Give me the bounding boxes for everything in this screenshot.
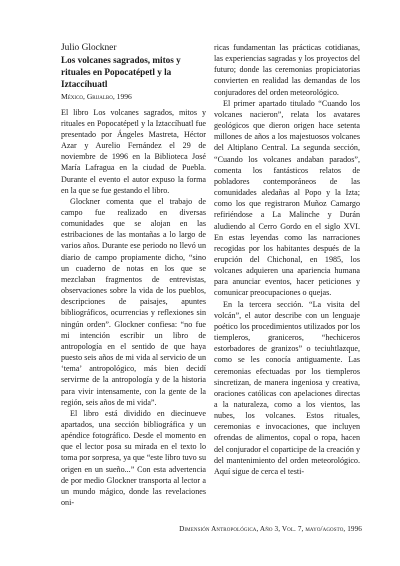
paragraph-left-1: El libro Los volcanes sagrados, mitos y rituales en Popocatépetl y la Iztaccíhuatl fue presentado por Ángeles Mastreta, Héctor Azar y Aurelio Fernández el 29 de noviembre de 1996 en la Biblioteca José María Lafragua en la ciudad de Puebla. Durante el evento el autor expuso la forma en la que se fue gestando el libro. bbox=[61, 107, 206, 195]
paragraph-right-2: El primer apartado titulado “Cuando los volcanes nacieron”, relata los avatares geológicos que dieron origen hace setenta millones de años a los majestuosos volcanes del Altiplano Central. La segunda sección, “Cuando los volcanes andaban parados”, comenta los fantásticos relatos de pobladores contemporáneos de las comunidades aledañas al Popo y la Izta; como los que registraron Muñoz Camargo refiriéndose a La Malinche y Durán aludiendo al Cerro Gordo en el siglo XVI. En estas leyendas como las narraciones recogidas por los habitantes después de la erupción del Chichonal, en 1985, los volcanes adquieren una apariencia humana para anunciar eventos, hacer peticiones y comunicar preocupaciones o quejas. bbox=[214, 98, 360, 298]
paragraph-right-3: En la tercera sección. “La visita del volcán”, el autor describe con un lenguaje poético los procedimientos utilizados por los tiempleros, graniceros, “hechiceros estorbadores de granizos” o teciuhtlazque, como se les conocía antiguamente. Las ceremonias efectuadas por los tiempleros sincretizan, de manera ingeniosa y creativa, oraciones católicas con apelaciones directas a la naturaleza, como a los vientos, las nubes, los volcanes. Estos rituales, ceremonias e invocaciones, que incluyen ofrendas de alimentos, copal o ropa, hacen del conjurador el coparticipe de la creación y del mantenimiento del orden meteorológico. Aquí sigue de cerca el testi- bbox=[214, 299, 360, 476]
publisher-line: México, Grijalbo, 1996 bbox=[61, 91, 132, 101]
paragraph-left-3: El libro está dividido en diecinueve apartados, una sección bibliográfica y un apéndice fotográfico. Desde el momento en que el lector posa su mirada en el texto lo toma por sorpresa, ya que “este libro tuvo su origen en un sueño...” Con esta advertencia de por medio Glockner transporta al lector a un mundo mágico, donde las revelaciones oni- bbox=[61, 408, 206, 508]
right-column bbox=[214, 42, 360, 477]
paragraph-right-1: ricas fundamentan las prácticas cotidianas, las experiencias sagradas y los proyectos del futuro; donde las ceremonias propiciatorias convierten en realidad las demandas de los conjuradores del orden meteorológico. bbox=[214, 43, 360, 97]
left-column bbox=[61, 42, 206, 508]
running-footer: Dimensión Antropológica, Año 3, Vol. 7, mayo/agosto, 1996 bbox=[179, 525, 362, 533]
book-title: Los volcanes sagrados, mitos y rituales en Popocatépetl y la Iztaccíhuatl bbox=[61, 55, 181, 90]
publication-info bbox=[61, 91, 206, 102]
review-author: Julio Glockner bbox=[61, 43, 117, 53]
paragraph-left-2: Glockner comenta que el trabajo de campo fue realizado en diversas comunidades que se alojan en las estribaciones de las montañas a lo largo de varios años. Durante ese periodo no llevó un diario de campo propiamente dicho, “sino un cuaderno de notas en los que se mezclaban fragmentos de entrevistas, observaciones sobre la vida de los pueblos, descripciones de paisajes, apuntes bibliográficos, ocurrencias y reflexiones sin ningún orden”. Glockner confiesa: “no fue mi intención escribir un libro de antropología en el sentido de que haya puesto seis años de mi vida al servicio de un ‘tema’ antropológico, más bien decidí servirme de la antropología y de la historia para vivir intensamente, con la gente de la región, seis años de mi vida”. bbox=[61, 196, 206, 407]
